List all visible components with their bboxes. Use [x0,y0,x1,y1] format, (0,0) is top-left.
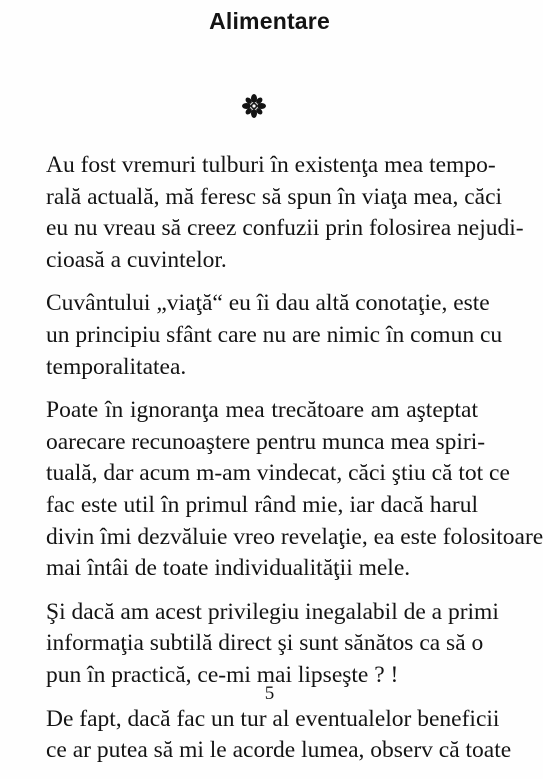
text-line: eu nu vreau să creez confuzii prin folosirea nejudi- [46,215,524,242]
paragraph [46,597,499,692]
paragraph [46,150,524,276]
paragraph [46,395,543,585]
text-line: un principiu sfânt care nu are nimic în comun cu [46,321,503,348]
text-line: Poate în ignoranţa mea trecătoare am aşteptat [46,397,478,424]
text-line: Au fost vremuri tulburi în existenţa mea tempo- [46,152,496,178]
text-line: ce ar putea să mi le acorde lumea, observ că toate [46,737,512,764]
text-line: Cuvântului „viaţă“ eu îi dau altă conotaţie, este [46,290,490,317]
paragraph [46,704,512,767]
text-line: oarecare recunoaştere pentru munca mea spiri- [46,428,486,455]
flower-ornament-icon [241,93,267,119]
text-line: rală actuală, mă feresc să spun în viaţa mea, căci [46,183,503,210]
chapter-title: Alimentare [209,8,330,34]
paragraph [46,288,503,383]
text-line: informaţia subtilă direct şi sunt sănătos ca să o [46,630,484,657]
text-line: cioasă a cuvintelor. [46,246,227,273]
page-number: 5 [264,683,275,704]
text-line: tuală, dar acum m-am vindecat, căci ştiu că tot ce [46,460,510,487]
text-line: De fapt, dacă fac un tur al eventualelor beneficii [46,705,500,732]
text-line: divin îmi dezvăluie vreo revelaţie, ea este folositoare [46,523,543,550]
text-line: temporalitatea. [46,353,187,380]
text-line: mai întâi de toate individualităţii mele. [46,555,411,582]
text-line: fac este util în primul rând mie, iar dacă harul [46,491,478,518]
text-line: Şi dacă am acest privilegiu inegalabil de a primi [46,598,499,625]
text-line: pun în practică, ce-mi mai lipseşte ? ! [46,661,399,688]
